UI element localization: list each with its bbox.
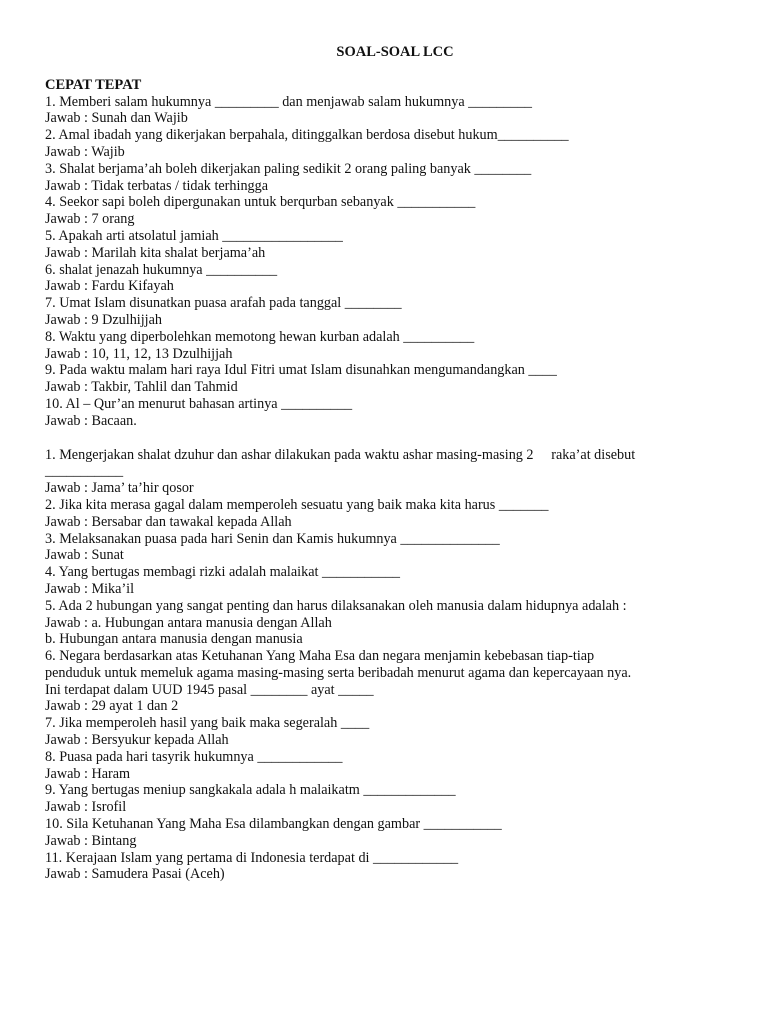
question-line: 4. Yang bertugas membagi rizki adalah malaikat ___________ — [45, 564, 401, 581]
answer-line: Jawab : a. Hubungan antara manusia dengan Allah — [45, 614, 332, 631]
answer-line: Jawab : Bersabar dan tawakal kepada Allah — [45, 513, 292, 530]
question-line: 5. Apakah arti atsolatul jamiah _________________ — [45, 227, 343, 244]
section1-question-list — [45, 94, 745, 430]
answer-line: Jawab : Tidak terbatas / tidak terhingga — [45, 177, 269, 194]
question-line: 6. shalat jenazah hukumnya __________ — [45, 261, 278, 278]
answer-line: Jawab : Wajib — [45, 143, 125, 160]
question-line: 1. Memberi salam hukumnya _________ dan menjawab salam hukumnya _________ — [45, 93, 533, 110]
answer-line: Jawab : Bintang — [45, 832, 137, 849]
answer-line: Jawab : Takbir, Tahlil dan Tahmid — [45, 379, 238, 396]
answer-line: b. Hubungan antara manusia dengan manusia — [45, 631, 303, 648]
section-gap — [45, 430, 745, 447]
question-line: 2. Jika kita merasa gagal dalam memperoleh sesuatu yang baik maka kita harus _______ — [45, 496, 549, 513]
question-line: 8. Waktu yang diperbolehkan memotong hewan kurban adalah __________ — [45, 328, 475, 345]
answer-line: Jawab : 10, 11, 12, 13 Dzulhijjah — [45, 345, 233, 362]
question-line: 7. Umat Islam disunatkan puasa arafah pada tanggal ________ — [45, 295, 402, 312]
question-line: 3. Melaksanakan puasa pada hari Senin dan Kamis hukumnya ______________ — [45, 530, 500, 547]
question-line: 9. Yang bertugas meniup sangkakala adala h malaikatm _____________ — [45, 782, 456, 799]
answer-line: Jawab : Mika’il — [45, 580, 135, 597]
answer-line: Jawab : Jama’ ta’hir qosor — [45, 480, 194, 497]
answer-line: Jawab : Sunat — [45, 547, 124, 564]
question-line: Ini terdapat dalam UUD 1945 pasal ________ ayat _____ — [45, 681, 374, 698]
answer-line: Jawab : 29 ayat 1 dan 2 — [45, 698, 179, 715]
answer-line: Jawab : 9 Dzulhijjah — [45, 311, 163, 328]
question-line: 10. Sila Ketuhanan Yang Maha Esa dilambangkan dengan gambar ___________ — [45, 816, 502, 833]
answer-line: Jawab : Samudera Pasai (Aceh) — [45, 866, 225, 883]
question-line: 9. Pada waktu malam hari raya Idul Fitri umat Islam disunahkan mengumandangkan ____ — [45, 362, 557, 379]
answer-line: Jawab : Isrofil — [45, 799, 127, 816]
answer-line: Jawab : Bersyukur kepada Allah — [45, 732, 229, 749]
answer-line: Jawab : Haram — [45, 765, 131, 782]
question-line: 3. Shalat berjama’ah boleh dikerjakan paling sedikit 2 orang paling banyak ________ — [45, 160, 532, 177]
answer-line: Jawab : Sunah dan Wajib — [45, 110, 188, 127]
question-line: 1. Mengerjakan shalat dzuhur dan ashar dilakukan pada waktu ashar masing-masing 2 raka’at disebut — [45, 446, 636, 463]
question-line: 2. Amal ibadah yang dikerjakan berpahala, ditinggalkan berdosa disebut hukum__________ — [45, 127, 569, 144]
question-line: 6. Negara berdasarkan atas Ketuhanan Yang Maha Esa dan negara menjamin kebebasan tiap-tiap — [45, 648, 595, 665]
question-line: penduduk untuk memeluk agama masing-masing serta beribadah menurut agama dan kepercayaan nya. — [45, 664, 632, 681]
question-line: 5. Ada 2 hubungan yang sangat penting dan harus dilaksanakan oleh manusia dalam hidupnya adalah : — [45, 597, 627, 614]
question-line: 10. Al – Qur’an menurut bahasan artinya __________ — [45, 395, 353, 412]
answer-line: Jawab : Marilah kita shalat berjama’ah — [45, 244, 266, 261]
question-line: 8. Puasa pada hari tasyrik hukumnya ____________ — [45, 748, 343, 765]
question-line: 11. Kerajaan Islam yang pertama di Indonesia terdapat di ____________ — [45, 849, 459, 866]
question-line: 4. Seekor sapi boleh dipergunakan untuk berqurban sebanyak ___________ — [45, 194, 476, 211]
document-title: SOAL-SOAL LCC — [336, 44, 454, 60]
answer-line: Jawab : Fardu Kifayah — [45, 278, 174, 295]
question-line: ___________ — [45, 463, 124, 480]
section2-question-list — [45, 447, 745, 884]
document-page — [45, 44, 745, 883]
question-line: 7. Jika memperoleh hasil yang baik maka segeralah ____ — [45, 715, 370, 732]
answer-line: Jawab : 7 orang — [45, 211, 135, 228]
answer-line: Jawab : Bacaan. — [45, 412, 137, 429]
section-heading-cepat-tepat: CEPAT TEPAT — [45, 76, 142, 93]
